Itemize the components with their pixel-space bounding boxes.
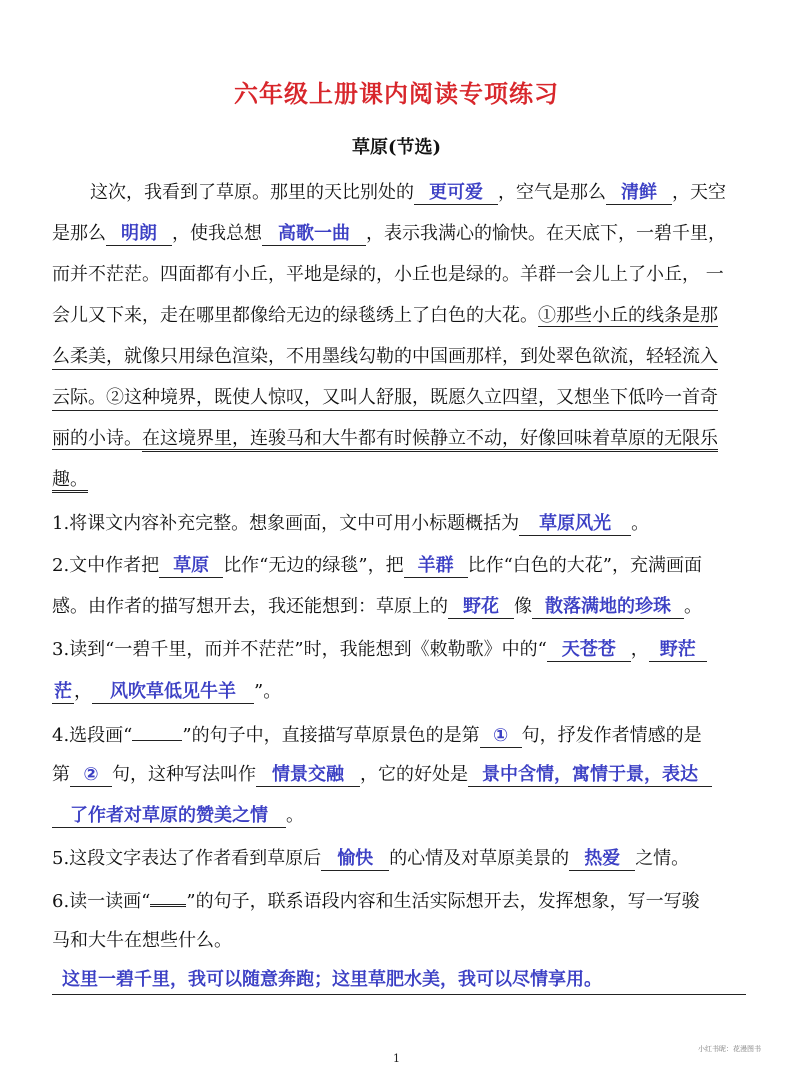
answer-more-lovely: 更可爱 — [414, 182, 498, 205]
answer-fresh: 清鲜 — [606, 182, 672, 205]
answer-sing-aloud: 高歌一曲 — [262, 223, 366, 246]
question-4-line-2 — [52, 763, 712, 787]
text: 之情。 — [635, 848, 690, 869]
text: 1.将课文内容补充完整。想象画面，文中可用小标题概括为 — [52, 513, 520, 534]
passage-line-6: 云际。②这种境界，既使人惊叹，又叫人舒服，既愿久立四望，又想坐下低吟一首奇 — [52, 386, 718, 411]
text: 4.选段画“ — [52, 725, 133, 746]
question-4-line-3 — [52, 804, 304, 828]
question-4-line-1 — [52, 722, 702, 746]
text: 6.读一读画“ — [52, 891, 151, 912]
text: 。 — [684, 596, 702, 617]
underline-sample — [132, 722, 182, 741]
answer-sentence-1: ① — [480, 725, 522, 748]
question-2-line-1 — [52, 554, 702, 578]
text: 的心情及对草原美景的 — [389, 848, 570, 869]
passage-line-5: 么柔美，就像只用绿色渲染，不用墨线勾勒的中国画那样，到处翠色欲流，轻轻流入 — [52, 345, 718, 370]
text: ，表示我满心的愉快。在天底下，一碧千里， — [366, 223, 726, 244]
answer-scene-emotion-blend: 情景交融 — [256, 764, 360, 787]
answer-grassland: 草原 — [159, 555, 223, 578]
text: ，它的好处是 — [360, 764, 468, 785]
text: 像 — [514, 596, 532, 617]
answer-wind-blows-grass: 风吹草低见牛羊 — [92, 681, 254, 704]
question-2-line-2 — [52, 595, 702, 619]
text: ，空气是那么 — [498, 182, 606, 203]
answer-imagination: 这里一碧千里，我可以随意奔跑；这里草肥水美，我可以尽情享用。 — [62, 969, 602, 990]
answer-clear: 明朗 — [106, 223, 172, 246]
text: 句，抒发作者情感的是 — [521, 725, 702, 746]
answer-love: 热爱 — [569, 848, 635, 871]
double-underline-sample — [150, 888, 186, 907]
answer-scattered-pearls: 散落满地的珍珠 — [532, 596, 684, 619]
passage-line-1 — [90, 181, 726, 205]
text: ， — [630, 639, 649, 660]
question-3-line-2 — [52, 680, 281, 704]
text: 5.这段文字表达了作者看到草原后 — [52, 848, 322, 869]
text: ，天空 — [672, 182, 726, 203]
question-3-line-1 — [52, 638, 707, 662]
passage-subtitle: 草原(节选) — [351, 137, 442, 158]
page-number: 1 — [393, 1052, 400, 1065]
text: ”的句子，联系语段内容和生活实际想开去，发挥想象，写一写骏 — [186, 891, 700, 912]
question-6-line-1 — [52, 888, 700, 912]
answer-grassland-scenery: 草原风光 — [519, 513, 631, 536]
text: 比作“无边的绿毯”，把 — [223, 555, 404, 576]
text: 。 — [631, 513, 650, 534]
underlined-sentence-1: ①那些小丘的线条是那 — [538, 305, 718, 326]
question-1 — [52, 512, 649, 536]
question-5 — [52, 847, 689, 871]
page-title: 六年级上册课内阅读专项练习 — [234, 79, 559, 108]
text: ， — [74, 681, 92, 702]
answer-happy: 愉快 — [321, 848, 389, 871]
answer-wildflowers: 野花 — [448, 596, 514, 619]
passage-line-8 — [52, 468, 88, 492]
answer-benefit-part2: 了作者对草原的赞美之情 — [52, 805, 286, 828]
footer-watermark: 小红书昵：花漫图书 — [698, 1045, 761, 1053]
answer-sky-vast: 天苍苍 — [547, 639, 631, 662]
passage-line-2 — [52, 222, 726, 246]
text: 3.读到“一碧千里，而并不茫茫”时，我能想到《敕勒歌》中的“ — [52, 639, 547, 660]
text: ”的句子中，直接描写草原景色的是第 — [182, 725, 480, 746]
text: 会儿又下来，走在哪里都像给无边的绿毯绣上了白色的大花。 — [52, 305, 538, 326]
text: 这次，我看到了草原。那里的天比别处的 — [90, 182, 414, 203]
double-underlined-sentence: 在这境界里，连骏马和大牛都有时候静立不动，好像回味着草原的无限乐 — [142, 428, 718, 452]
text: 感。由作者的描写想开去，我还能想到：草原上的 — [52, 596, 448, 617]
text: 句，这种写法叫作 — [112, 764, 256, 785]
answer-wild-vast-part1: 野茫 — [649, 639, 707, 662]
passage-line-3: 而并不茫茫。四面都有小丘，平地是绿的，小丘也是绿的。羊群一会儿上了小丘， 一 — [52, 264, 724, 285]
answer-sentence-2: ② — [70, 764, 112, 787]
passage-line-4 — [52, 304, 718, 328]
double-underlined-text: 趣。 — [52, 469, 88, 493]
passage-line-7 — [52, 427, 718, 451]
question-6-line-2: 马和大牛在想些什么。 — [52, 930, 232, 951]
text: 比作“白色的大花”，充满画面 — [467, 555, 702, 576]
text: 第 — [52, 764, 70, 785]
answer-sheep: 羊群 — [404, 555, 468, 578]
text: 。 — [286, 805, 304, 826]
underlined-text: 丽的小诗。 — [52, 428, 142, 449]
text: 是那么 — [52, 223, 106, 244]
text: ”。 — [254, 681, 282, 702]
answer-wild-vast-part2: 茫 — [54, 681, 72, 702]
answer-benefit-part1: 景中含情，寓情于景，表达 — [468, 764, 712, 787]
text: ，使我总想 — [172, 223, 262, 244]
text: 2.文中作者把 — [52, 555, 160, 576]
